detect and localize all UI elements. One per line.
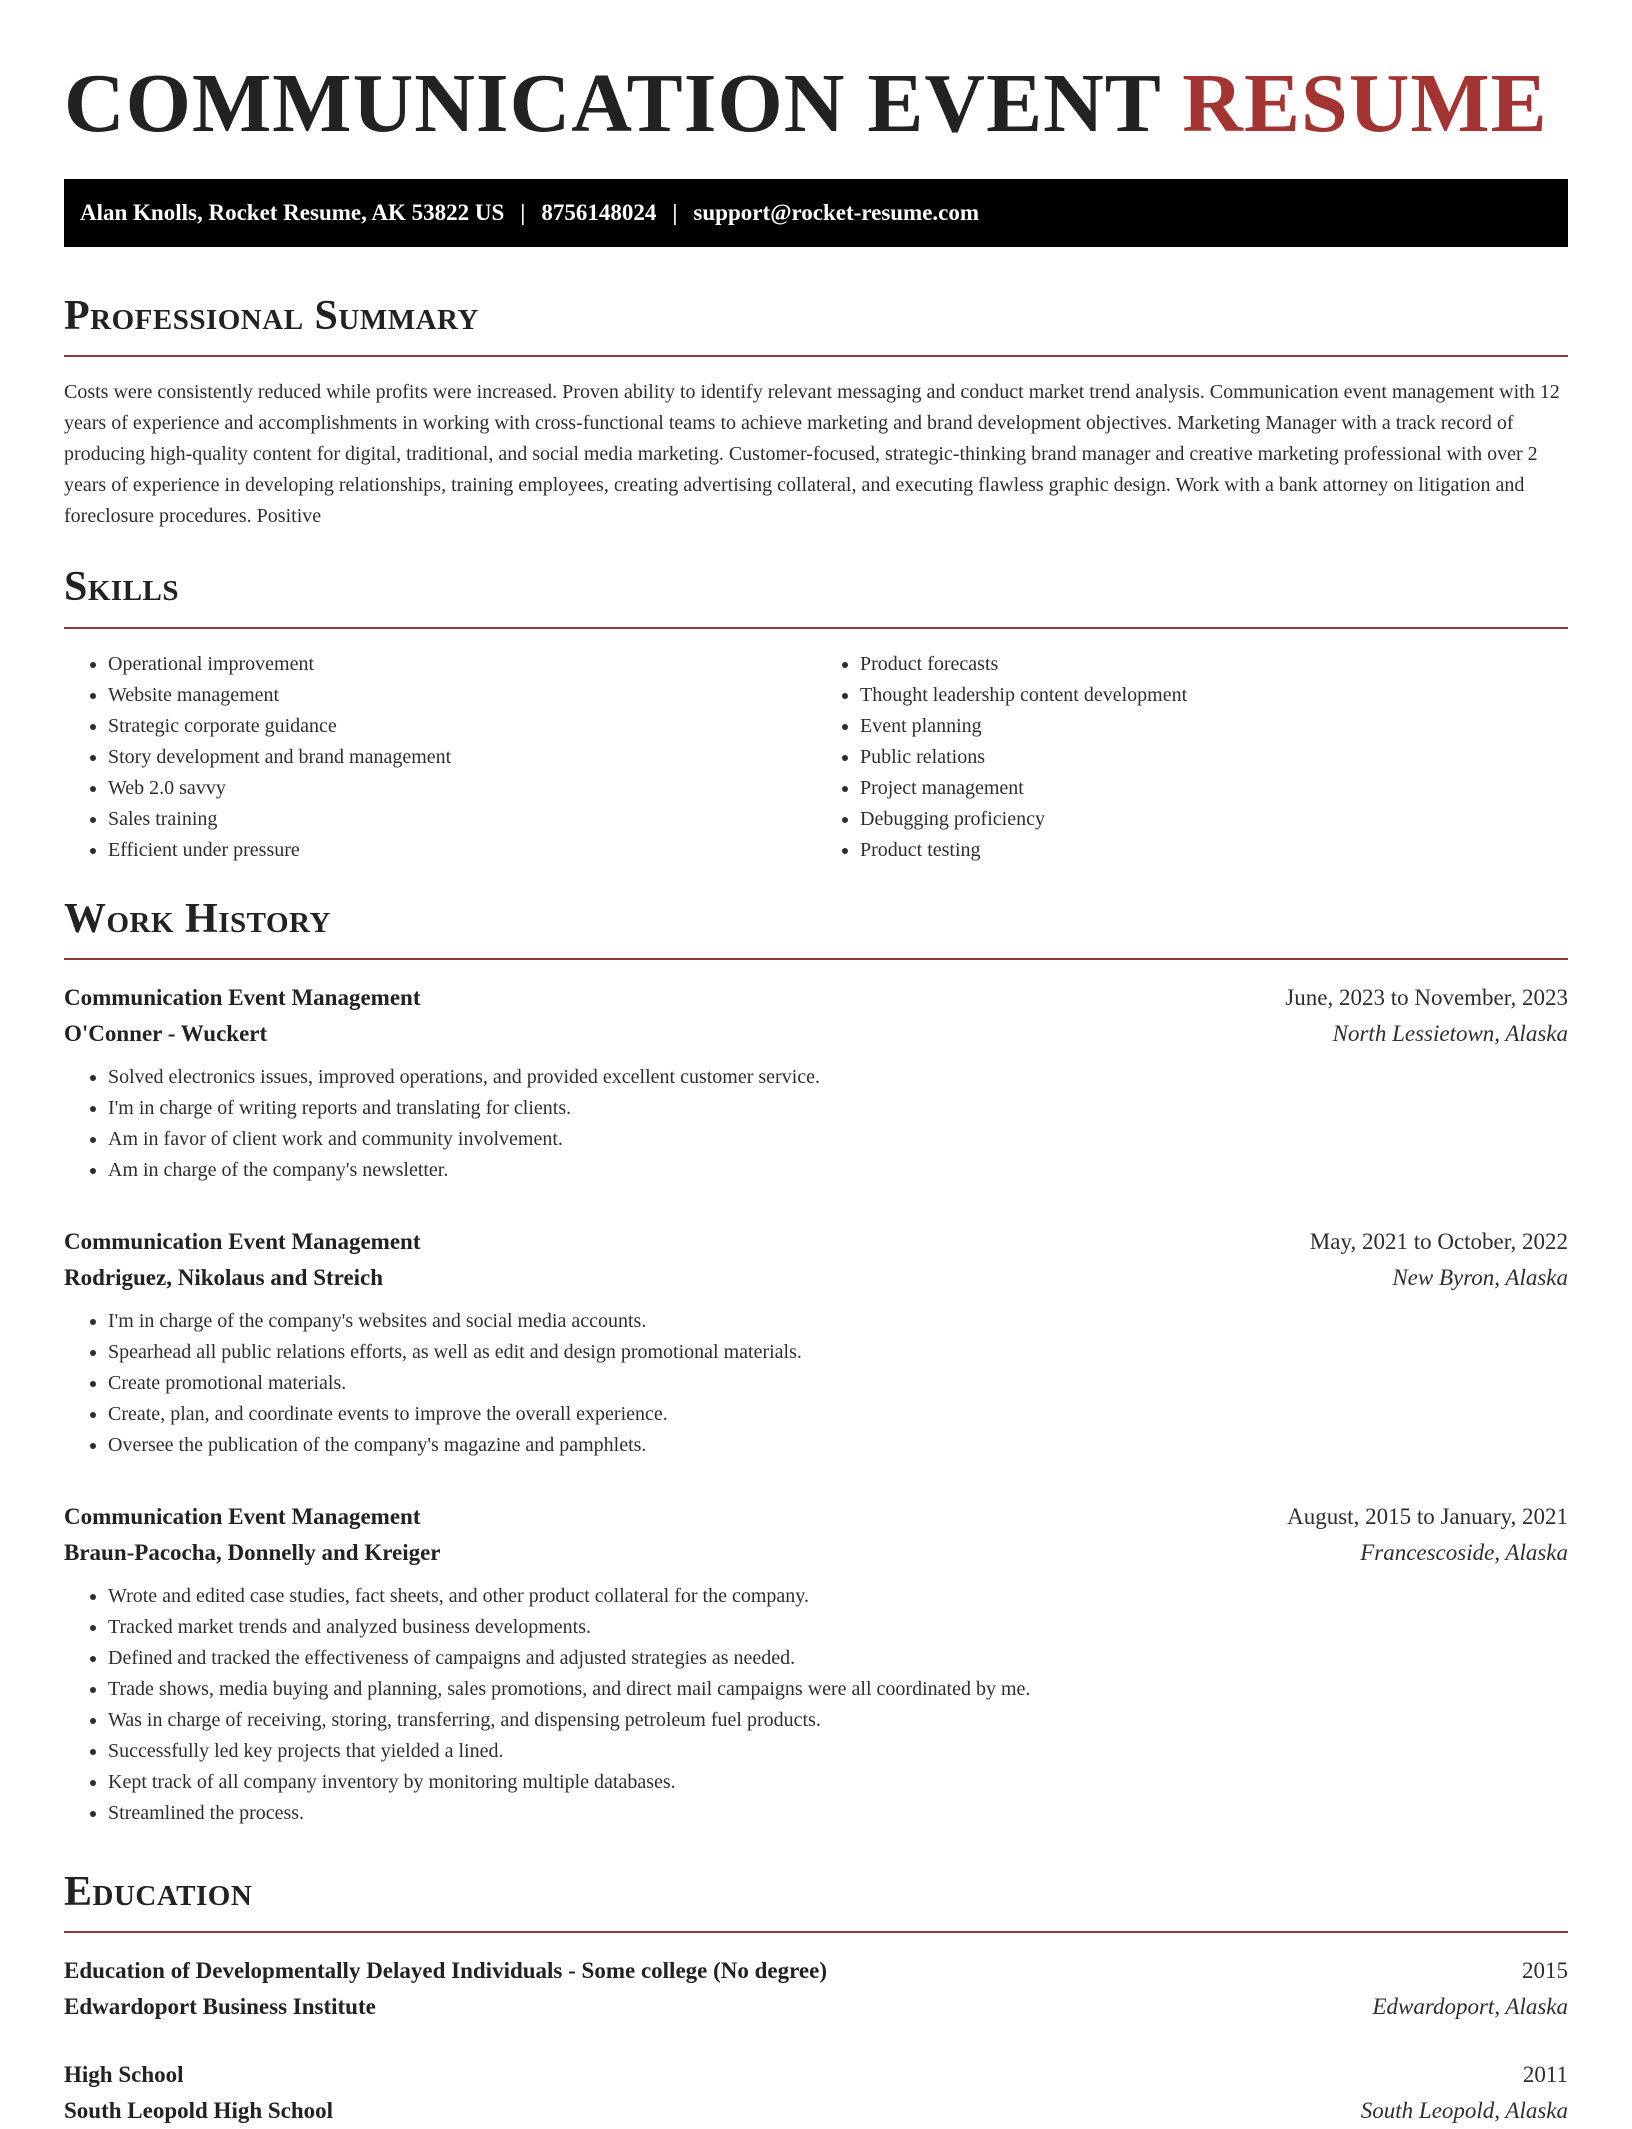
section-divider <box>64 627 1568 629</box>
job-location: Francescoside, Alaska <box>1360 1539 1568 1565</box>
job-header-row <box>64 980 1568 1016</box>
job-bullet: • Create promotional materials. <box>108 1368 1568 1399</box>
education-degree: Education of Developmentally Delayed Individuals - Some college (No degree) <box>64 1958 827 1984</box>
job-bullet: • Oversee the publication of the company's magazine and pamphlets. <box>108 1430 1568 1461</box>
job-dates: August, 2015 to January, 2021 <box>1287 1503 1568 1529</box>
skill-item: • Operational improvement <box>108 649 816 680</box>
job-bullet: • I'm in charge of the company's websites and social media accounts. <box>108 1306 1568 1337</box>
job-bullet: • Spearhead all public relations efforts, as well as edit and design promotional materials. <box>108 1337 1568 1368</box>
job-bullet: • Wrote and edited case studies, fact sheets, and other product collateral for the company. <box>108 1581 1568 1612</box>
education-location: South Leopold, Alaska <box>1360 2098 1568 2124</box>
job-title: Communication Event Management <box>64 1503 421 1529</box>
section-heading: Skills <box>64 564 180 611</box>
contact-address: Alan Knolls, Rocket Resume, AK 53822 US <box>80 199 505 225</box>
job-bullet: • Am in charge of the company's newsletter. <box>108 1155 1568 1186</box>
job-bullet: • Tracked market trends and analyzed business developments. <box>108 1612 1568 1643</box>
skill-item: • Thought leadership content development <box>860 680 1568 711</box>
education-year: 2015 <box>1522 1958 1568 1984</box>
job-bullet: • Kept track of all company inventory by monitoring multiple databases. <box>108 1767 1568 1798</box>
skill-item: • Story development and brand management <box>108 742 816 773</box>
education-year: 2011 <box>1522 2062 1568 2088</box>
skills-section <box>64 562 1568 865</box>
job-company: O'Conner - Wuckert <box>64 1020 268 1046</box>
job-bullet: • Solved electronics issues, improved operations, and provided excellent customer service. <box>108 1062 1568 1093</box>
job-entry <box>64 1224 1568 1461</box>
job-company-row <box>64 1016 1568 1052</box>
professional-summary-section <box>64 291 1568 532</box>
education-location: Edwardoport, Alaska <box>1372 1994 1568 2020</box>
contact-phone: 8756148024 <box>541 199 657 225</box>
job-dates: June, 2023 to November, 2023 <box>1285 984 1568 1010</box>
contact-separator: | <box>672 199 678 225</box>
education-entry <box>64 2057 1568 2129</box>
job-bullet: • Successfully led key projects that yielded a lined. <box>108 1736 1568 1767</box>
skill-item: • Public relations <box>860 742 1568 773</box>
summary-text: Costs were consistently reduced while profits were increased. Proven ability to identify relevant messaging and conduct market trend analysis. Communication event management with 12 years of experience and accomplishments in working with cross-functional teams to achieve marketing and brand development objectives. Marketing Manager with a track record of producing high-quality content for digital, traditional, and social media marketing. Customer-focused, strategic-thinking brand manager and creative marketing professional with over 2 years of experience in developing relationships, training employees, creating advertising collateral, and executing flawless graphic design. Work with a bank attorney on litigation and foreclosure procedures. Positive <box>64 381 1560 528</box>
job-bullet: • Am in favor of client work and community involvement. <box>108 1124 1568 1155</box>
skills-grid <box>64 649 1568 866</box>
job-bullet: • Defined and tracked the effectiveness of campaigns and adjusted strategies as needed. <box>108 1643 1568 1674</box>
skill-item: • Strategic corporate guidance <box>108 711 816 742</box>
skill-item: • Web 2.0 savvy <box>108 773 816 804</box>
job-company-row <box>64 1260 1568 1296</box>
section-divider <box>64 958 1568 960</box>
skill-item: • Sales training <box>108 804 816 835</box>
skill-item: • Product forecasts <box>860 649 1568 680</box>
education-school: Edwardoport Business Institute <box>64 1994 376 2020</box>
job-header-row <box>64 1224 1568 1260</box>
contact-email: support@rocket-resume.com <box>693 199 980 225</box>
section-divider <box>64 355 1568 357</box>
education-school: South Leopold High School <box>64 2098 334 2124</box>
education-degree: High School <box>64 2062 184 2088</box>
job-location: North Lessietown, Alaska <box>1332 1020 1568 1046</box>
section-divider <box>64 1931 1568 1933</box>
job-bullets <box>64 1306 1568 1461</box>
skill-item: • Efficient under pressure <box>108 835 816 866</box>
section-heading: Professional Summary <box>64 292 479 339</box>
education-degree-row <box>64 2057 1568 2093</box>
job-title: Communication Event Management <box>64 984 421 1010</box>
education-school-row <box>64 1989 1568 2025</box>
job-entry <box>64 980 1568 1186</box>
section-heading: Work History <box>64 895 331 942</box>
skill-item: • Product testing <box>860 835 1568 866</box>
job-bullets <box>64 1062 1568 1186</box>
job-bullet: • Trade shows, media buying and planning, sales promotions, and direct mail campaigns were all coordinated by me. <box>108 1674 1568 1705</box>
job-dates: May, 2021 to October, 2022 <box>1309 1228 1568 1254</box>
section-heading: Education <box>64 1868 253 1915</box>
education-degree-row <box>64 1953 1568 1989</box>
work-history-section <box>64 894 1568 1829</box>
job-entry <box>64 1499 1568 1829</box>
skill-item: • Website management <box>108 680 816 711</box>
education-school-row <box>64 2093 1568 2129</box>
job-location: New Byron, Alaska <box>1392 1264 1568 1290</box>
contact-separator: | <box>520 199 526 225</box>
job-bullet: • I'm in charge of writing reports and translating for clients. <box>108 1093 1568 1124</box>
job-company: Braun-Pacocha, Donnelly and Kreiger <box>64 1539 441 1565</box>
education-entry <box>64 1953 1568 2025</box>
job-company-row <box>64 1535 1568 1571</box>
skills-list-right <box>816 649 1568 866</box>
job-bullet: • Streamlined the process. <box>108 1798 1568 1829</box>
job-bullet: • Create, plan, and coordinate events to improve the overall experience. <box>108 1399 1568 1430</box>
skill-item: • Project management <box>860 773 1568 804</box>
job-header-row <box>64 1499 1568 1535</box>
education-section <box>64 1867 1568 2129</box>
title-main: COMMUNICATION EVENT <box>64 57 1161 150</box>
job-bullet: • Was in charge of receiving, storing, transferring, and dispensing petroleum fuel products. <box>108 1705 1568 1736</box>
skills-list-left <box>64 649 816 866</box>
contact-bar <box>64 179 1568 247</box>
job-title: Communication Event Management <box>64 1228 421 1254</box>
skill-item: • Debugging proficiency <box>860 804 1568 835</box>
title-accent: RESUME <box>1182 57 1548 150</box>
job-bullets <box>64 1581 1568 1829</box>
skill-item: • Event planning <box>860 711 1568 742</box>
resume-title <box>64 0 1568 155</box>
job-company: Rodriguez, Nikolaus and Streich <box>64 1264 384 1290</box>
